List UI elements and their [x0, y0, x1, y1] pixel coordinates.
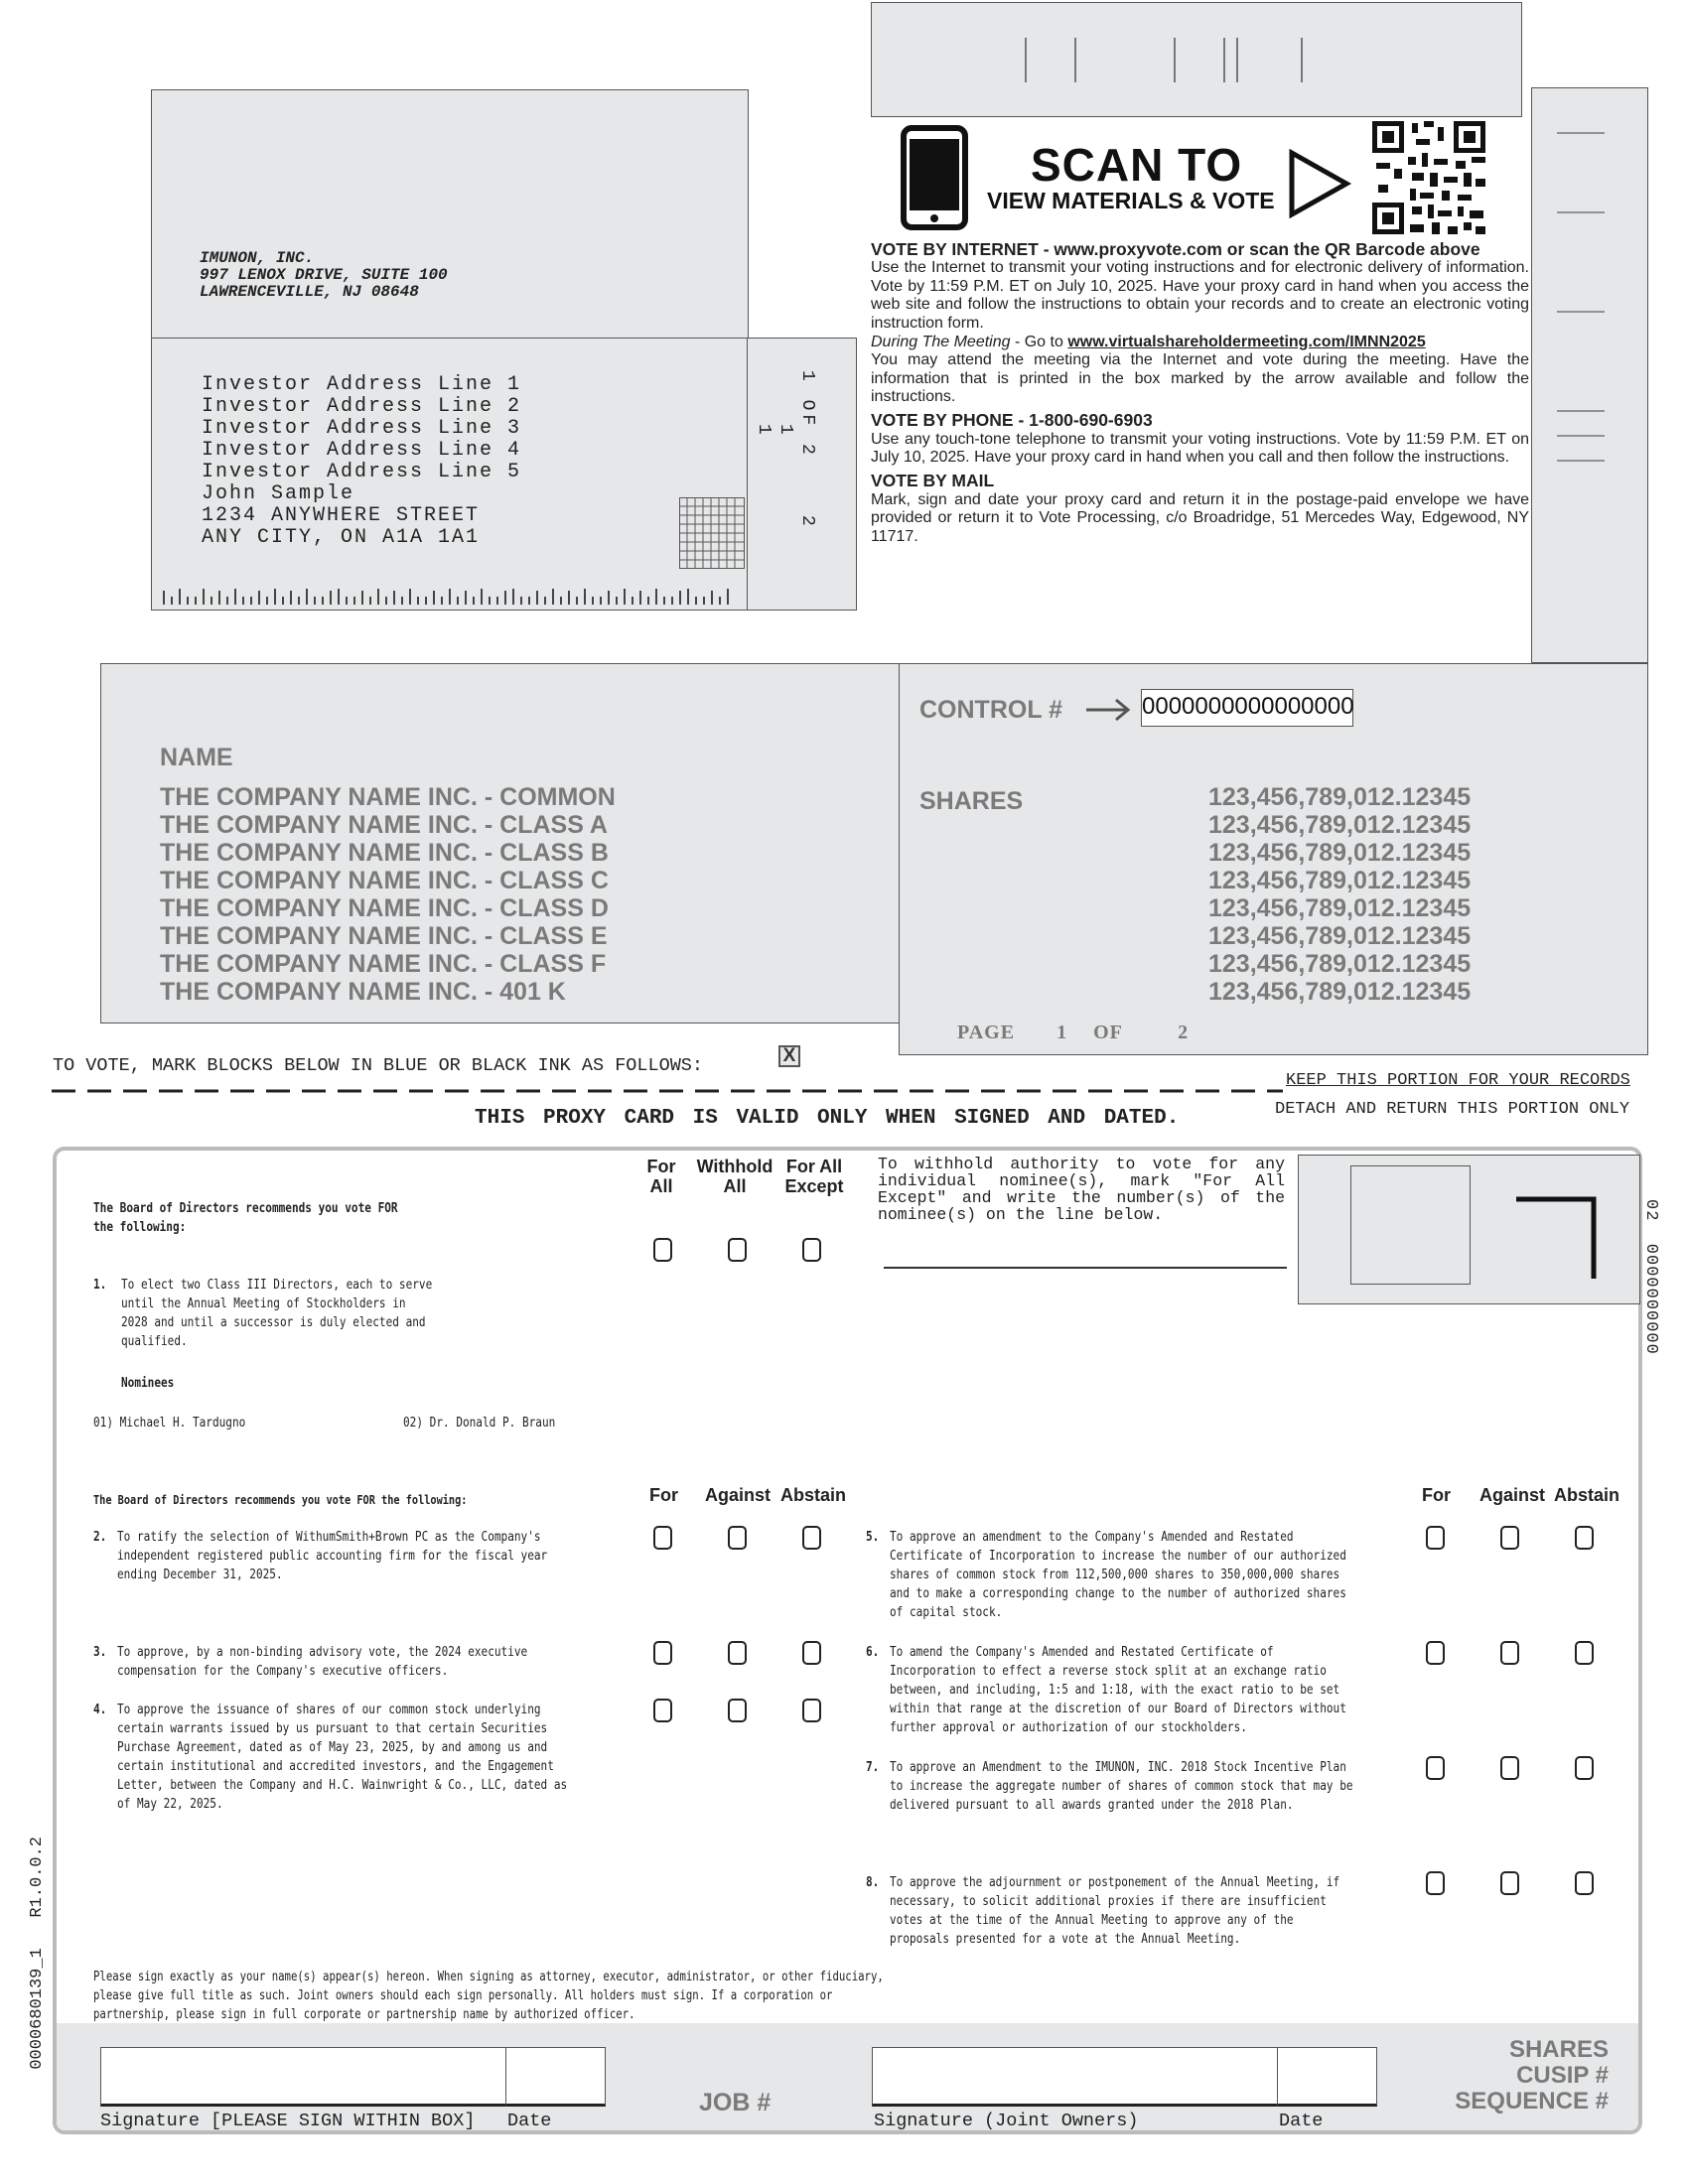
- item-5-abstain[interactable]: [1575, 1526, 1594, 1550]
- arrow-right-icon: [1084, 698, 1134, 722]
- shares-label: SHARES: [919, 787, 1024, 815]
- barcode-mark-box: [1298, 1155, 1640, 1304]
- stub-cusip-label: CUSIP #: [1516, 2062, 1609, 2089]
- page-of-vertical: 1 OF 2: [797, 370, 817, 459]
- item-2-against[interactable]: [728, 1526, 747, 1550]
- signature-box[interactable]: [100, 2047, 507, 2107]
- phone-icon: [901, 125, 968, 230]
- page-label: PAGE: [957, 1022, 1016, 1043]
- item-6-abstain[interactable]: [1575, 1641, 1594, 1665]
- voting-instructions: [871, 239, 1529, 546]
- for-all-except-checkbox[interactable]: [802, 1238, 821, 1262]
- holding-name: THE COMPANY NAME INC. - CLASS E: [160, 922, 608, 950]
- item-2-abstain[interactable]: [802, 1526, 821, 1550]
- share-value: 123,456,789,012.12345: [1208, 867, 1472, 894]
- item-4-against[interactable]: [728, 1699, 747, 1722]
- item-8-abstain[interactable]: [1575, 1871, 1594, 1895]
- item-5-num: 5.: [866, 1529, 880, 1545]
- barcode-lines-2: [1299, 33, 1358, 92]
- phone-text: Use any touch-tone telephone to transmit your voting instructions. Vote by 11:59 P.M. ET on July 10, 2025. Have your proxy card in hand when you call and then follow the instructions.: [871, 430, 1529, 466]
- joint-signature-box[interactable]: [872, 2047, 1279, 2107]
- col-for-all: For All: [646, 1157, 676, 1196]
- postal-barcode: [162, 585, 738, 605]
- except-nominee-line[interactable]: [884, 1267, 1287, 1269]
- phone-heading: VOTE BY PHONE - 1-800-690-6903: [871, 409, 1153, 430]
- name-label: NAME: [160, 744, 233, 771]
- share-value: 123,456,789,012.12345: [1208, 894, 1472, 922]
- mark-example-x: X: [782, 1045, 796, 1066]
- item-8-for[interactable]: [1426, 1871, 1445, 1895]
- internet-heading: VOTE BY INTERNET - www.proxyvote.com or scan the QR Barcode above: [871, 239, 1480, 259]
- nominee-1: 01) Michael H. Tardugno: [93, 1415, 246, 1431]
- col-abstain-left: Abstain: [780, 1485, 847, 1505]
- col-against-left: Against: [705, 1485, 772, 1505]
- nominee-2: 02) Dr. Donald P. Braun: [403, 1415, 556, 1431]
- holding-name: THE COMPANY NAME INC. - COMMON: [160, 783, 616, 811]
- mark-example: [778, 1045, 800, 1067]
- stub-shares-label: SHARES: [1508, 2036, 1609, 2063]
- stub-labels: [1410, 2037, 1609, 2115]
- item-6-against[interactable]: [1500, 1641, 1519, 1665]
- item-6-for[interactable]: [1426, 1641, 1445, 1665]
- return-address-box: [151, 89, 749, 340]
- scan-title: SCAN TO: [1031, 139, 1243, 191]
- joint-date-label: Date: [1279, 2111, 1324, 2131]
- share-value: 123,456,789,012.12345: [1208, 978, 1472, 1006]
- item-7-num: 7.: [866, 1759, 880, 1775]
- item-3-num: 3.: [93, 1644, 107, 1660]
- top-barcode-box: [871, 2, 1522, 117]
- company-name: IMUNON, INC.: [200, 249, 315, 267]
- item-8-num: 8.: [866, 1874, 880, 1890]
- share-value: 123,456,789,012.12345: [1208, 922, 1472, 950]
- shares-list: [1208, 783, 1471, 1006]
- holding-name: THE COMPANY NAME INC. - CLASS F: [160, 950, 607, 978]
- meeting-line: [871, 333, 1529, 351]
- for-all-checkbox[interactable]: [653, 1238, 672, 1262]
- play-arrow-icon: [1287, 149, 1352, 218]
- page-of-vertical-2: 1: [775, 424, 795, 435]
- blank-square: [1350, 1165, 1471, 1285]
- stub-ticks: [1552, 128, 1612, 565]
- item-4-abstain[interactable]: [802, 1699, 821, 1722]
- share-value: 123,456,789,012.12345: [1208, 811, 1472, 839]
- page-of-vertical-3: 1: [754, 424, 774, 435]
- item-4-for[interactable]: [653, 1699, 672, 1722]
- page-stub-box: [747, 338, 857, 611]
- withhold-instruction: To withhold authority to vote for any individual nominee(s), mark "For All Except" and write the number(s) of the nominee(s) on the line below.: [878, 1155, 1285, 1224]
- item-3-for[interactable]: [653, 1641, 672, 1665]
- job-label: JOB #: [699, 2089, 772, 2116]
- valid-text: THIS PROXY CARD IS VALID ONLY WHEN SIGNED AND DATED.: [475, 1107, 1180, 1130]
- item1-text: To elect two Class III Directors, each to serve until the Annual Meeting of Stockholders in 2028 and until a successor is duly elected and qualified.: [121, 1277, 433, 1349]
- holding-name: THE COMPANY NAME INC. - CLASS B: [160, 839, 609, 867]
- item-4-text: To approve the issuance of shares of our common stock underlying certain warrants issued by us pursuant to that certain Securities Purchase Agreement, dated as of May 23, 2025, by and among us and certain institutional and accredited investors, and the Engagement Letter, between the Company and H.C. Wainwright & Co., LLC, dated as of May 22, 2025.: [117, 1702, 568, 1812]
- item-2-for[interactable]: [653, 1526, 672, 1550]
- share-value: 123,456,789,012.12345: [1208, 950, 1472, 978]
- joint-signature-label: Signature (Joint Owners): [874, 2111, 1139, 2131]
- mail-heading: VOTE BY MAIL: [871, 470, 995, 490]
- item-7-abstain[interactable]: [1575, 1756, 1594, 1780]
- keep-portion-text: KEEP THIS PORTION FOR YOUR RECORDS: [1286, 1071, 1630, 1090]
- item-8-against[interactable]: [1500, 1871, 1519, 1895]
- investor-line: Investor Address Line 4: [202, 439, 522, 462]
- item1-num: 1.: [93, 1277, 107, 1293]
- page-total: 2: [1178, 1022, 1190, 1043]
- board-rec-2: The Board of Directors recommends you vote FOR the following:: [93, 1492, 468, 1507]
- date-label: Date: [507, 2111, 552, 2131]
- detach-dashed-line: [52, 1088, 1283, 1094]
- meeting-url-link[interactable]: www.virtualshareholdermeeting.com/IMNN2025: [1067, 334, 1426, 350]
- qr-code-icon: [1372, 121, 1485, 234]
- meeting-goto: - Go to: [1010, 334, 1068, 350]
- stub-sequence-label: SEQUENCE #: [1455, 2088, 1609, 2115]
- item-8-text: To approve the adjournment or postponement of the Annual Meeting, if necessary, to solicit additional proxies if there are insufficient votes at the time of the Annual Meeting to approve any of the proposals presented for a vote at the Annual Meeting.: [890, 1874, 1340, 1947]
- holdings-shares-box: [899, 663, 1648, 1055]
- investor-line: Investor Address Line 5: [202, 461, 522, 483]
- holdings-names-box: [100, 663, 901, 1024]
- page-num: 1: [1056, 1022, 1068, 1043]
- holding-name: THE COMPANY NAME INC. - 401 K: [160, 978, 566, 1006]
- col-abstain-right: Abstain: [1554, 1485, 1620, 1505]
- page-two-vertical: 2: [797, 515, 817, 526]
- withhold-all-checkbox[interactable]: [728, 1238, 747, 1262]
- share-value: 123,456,789,012.12345: [1208, 839, 1472, 867]
- company-address-1: 997 LENOX DRIVE, SUITE 100: [200, 266, 448, 284]
- item-3-text: To approve, by a non-binding advisory vote, the 2024 executive compensation for the Company's executive officers.: [117, 1644, 528, 1679]
- page-indicator: [957, 1022, 1189, 1044]
- right-stub: [1531, 87, 1648, 663]
- item-2-text: To ratify the selection of WithumSmith+Brown PC as the Company's independent registered public accounting firm for the fiscal year ending December 31, 2025.: [117, 1529, 548, 1582]
- page-of: OF: [1093, 1022, 1123, 1043]
- item-7-against[interactable]: [1500, 1756, 1519, 1780]
- postal-grid-icon: [679, 497, 745, 569]
- nominees-label: Nominees: [121, 1375, 175, 1391]
- control-label: CONTROL #: [919, 696, 1062, 724]
- item-4-num: 4.: [93, 1702, 107, 1717]
- holding-name: THE COMPANY NAME INC. - CLASS A: [160, 811, 608, 839]
- item-3-against[interactable]: [728, 1641, 747, 1665]
- signature-label: Signature [PLEASE SIGN WITHIN BOX]: [100, 2111, 476, 2131]
- holding-name: THE COMPANY NAME INC. - CLASS C: [160, 867, 609, 894]
- item-5-against[interactable]: [1500, 1526, 1519, 1550]
- investor-line: John Sample: [202, 482, 355, 505]
- col-for-all-except: For All Except: [784, 1157, 844, 1196]
- corner-mark-icon: [1512, 1195, 1602, 1285]
- share-value: 123,456,789,012.12345: [1208, 783, 1472, 811]
- col-for-right: For: [1422, 1485, 1451, 1505]
- right-vertical-id: 02 0000000000: [1641, 1199, 1660, 1355]
- investor-address-lines: [202, 374, 521, 549]
- meeting-label: During The Meeting: [871, 334, 1011, 350]
- board-rec-1: The Board of Directors recommends you vote FOR the following:: [93, 1200, 398, 1235]
- item-6-text: To amend the Company's Amended and Restated Certificate of Incorporation to effect a reverse stock split at an exchange ratio between, and including, 1:5 and 1:18, with the exact ratio to be set within that range at the discretion of our Board of Directors without further approval or authorization of our stockholders.: [890, 1644, 1346, 1735]
- date-box[interactable]: [505, 2047, 606, 2107]
- item-3-abstain[interactable]: [802, 1641, 821, 1665]
- company-address-2: LAWRENCEVILLE, NJ 08648: [200, 283, 419, 301]
- investor-address-box: [151, 338, 749, 611]
- item-5-text: To approve an amendment to the Company's Amended and Restated Certificate of Incorporation to increase the number of our authorized shares of common stock from 112,500,000 shares to 350,000,000 shares and to make a corresponding change to the number of authorized shares of capital stock.: [890, 1529, 1346, 1620]
- investor-line: Investor Address Line 3: [202, 417, 522, 440]
- item-7-for[interactable]: [1426, 1756, 1445, 1780]
- col-withhold-all: Withhold All: [696, 1157, 774, 1196]
- investor-line: Investor Address Line 2: [202, 395, 522, 418]
- mail-text: Mark, sign and date your proxy card and return it in the postage-paid envelope we have provided or return it to Vote Processing, c/o Broadridge, 51 Mercedes Way, Edgewood, NY 11717.: [871, 490, 1529, 545]
- control-number: 0000000000000000: [1141, 689, 1353, 727]
- barcode-lines: [1021, 33, 1239, 92]
- investor-line: Investor Address Line 1: [202, 373, 522, 396]
- detach-portion-text: DETACH AND RETURN THIS PORTION ONLY: [1275, 1100, 1630, 1119]
- item-5-for[interactable]: [1426, 1526, 1445, 1550]
- investor-line: ANY CITY, ON A1A 1A1: [202, 526, 481, 549]
- item-7-text: To approve an Amendment to the IMUNON, INC. 2018 Stock Incentive Plan to increase the aggregate number of shares of common stock that may be delivered pursuant to all awards granted under the 2018 Plan.: [890, 1759, 1353, 1813]
- scan-subtitle: VIEW MATERIALS & VOTE: [987, 188, 1275, 213]
- sign-instruction: Please sign exactly as your name(s) appear(s) hereon. When signing as attorney, executor, administrator, or other fiduciary, please give full title as such. Joint owners should each sign personally. All holders must sign. If a corporation or partnership, please sign in full corporate or partnership name by authorized officer.: [93, 1970, 884, 2022]
- item-2-num: 2.: [93, 1529, 107, 1545]
- col-for-left: For: [649, 1485, 678, 1505]
- holdings-names-list: [160, 783, 616, 1006]
- meeting-text: You may attend the meeting via the Internet and vote during the meeting. Have the information that is printed in the box marked by the arrow available and follow the instructions.: [871, 351, 1529, 405]
- holding-name: THE COMPANY NAME INC. - CLASS D: [160, 894, 609, 922]
- investor-line: 1234 ANYWHERE STREET: [202, 504, 481, 527]
- item-6-num: 6.: [866, 1644, 880, 1660]
- col-against-right: Against: [1479, 1485, 1546, 1505]
- vote-instruction: TO VOTE, MARK BLOCKS BELOW IN BLUE OR BLACK INK AS FOLLOWS:: [53, 1055, 704, 1076]
- internet-text: Use the Internet to transmit your voting instructions and for electronic delivery of information. Vote by 11:59 P.M. ET on July 10, 2025. Have your proxy card in hand when you access the web site and follow the instructions to obtain your records and to create an electronic voting instruction form.: [871, 259, 1529, 332]
- left-vertical-id: 0000680139_1 R1.0.0.2: [28, 1837, 47, 2070]
- joint-date-box[interactable]: [1277, 2047, 1377, 2107]
